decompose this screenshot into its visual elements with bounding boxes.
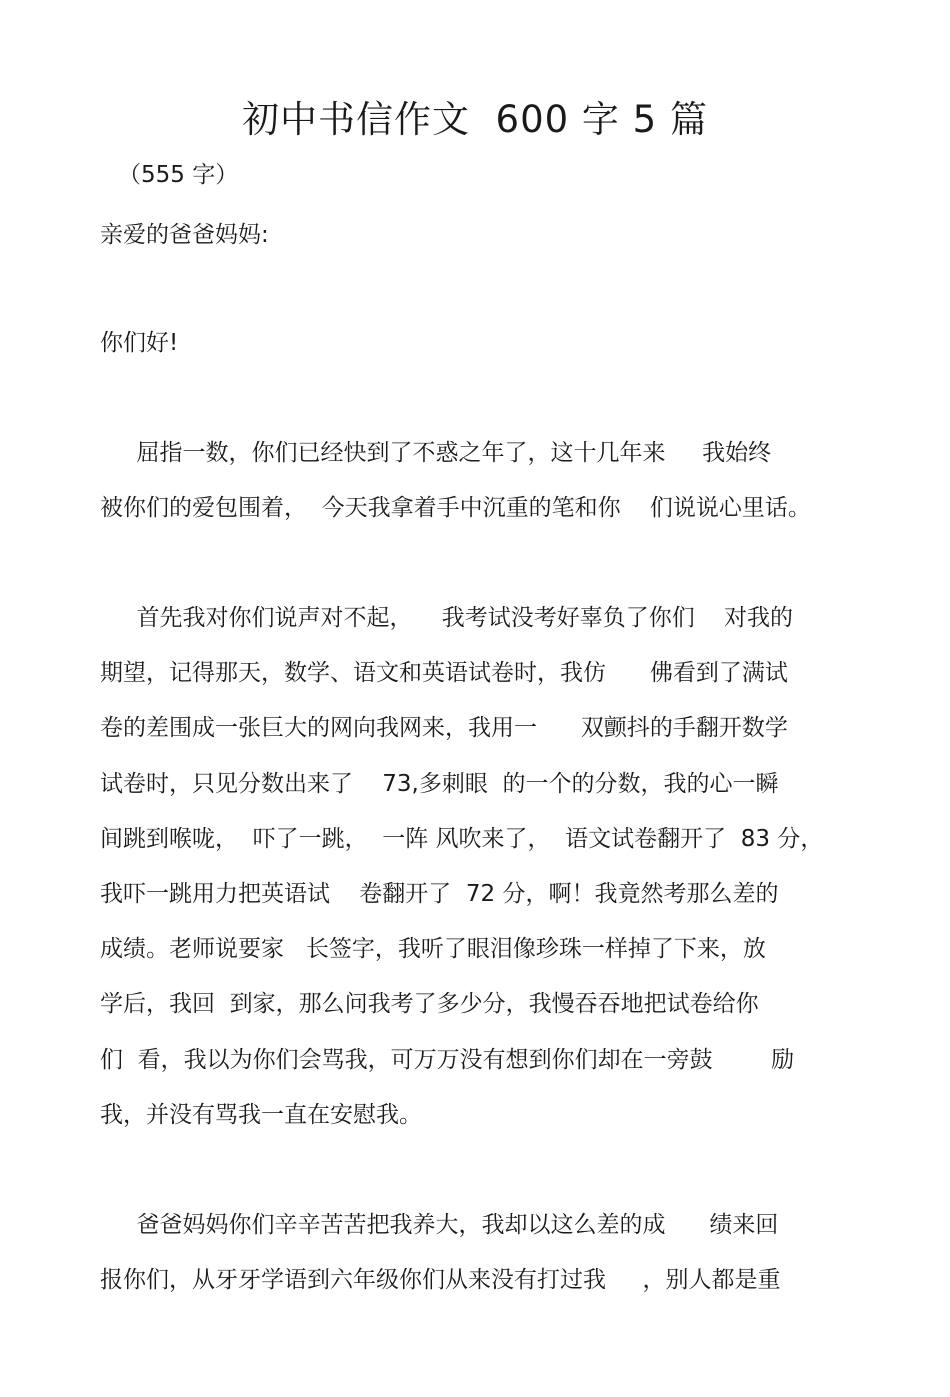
paragraph-line: 成绩。老师说要家 长签字，我听了眼泪像珍珠一样掉了下来，放 <box>100 936 766 962</box>
paragraph-line: 间跳到喉咙， 吓了一跳， 一阵 风吹来了， 语文试卷翻开了 83 分， <box>100 826 824 852</box>
paragraph-line: 我，并没有骂我一直在安慰我。 <box>100 1102 422 1128</box>
paragraph-line: 们 看，我以为你们会骂我，可万万没有想到你们却在一旁鼓 励 <box>100 1047 795 1073</box>
paragraph-line: 卷的差围成一张巨大的网向我网来，我用一 双颤抖的手翻开数学 <box>100 715 788 741</box>
paragraph-line: 期望，记得那天，数学、语文和英语试卷时，我仿 佛看到了满试 <box>100 660 788 686</box>
word-count: （555 字） <box>118 162 239 188</box>
paragraph-line: 学后，我回 到家，那么问我考了多少分，我慢吞吞地把试卷给你 <box>100 991 759 1017</box>
greeting: 你们好! <box>100 330 179 356</box>
paragraph-line: 屈指一数，你们已经快到了不惑之年了，这十几年来 我始终 <box>100 440 772 466</box>
paragraph-line: 报你们，从牙牙学语到六年级你们从来没有打过我 ，别人都是重 <box>100 1267 781 1293</box>
paragraph-line: 爸爸妈妈你们辛辛苦苦把我养大，我却以这么差的成 绩来回 <box>100 1212 779 1238</box>
paragraph-line: 我吓一跳用力把英语试 卷翻开了 72 分，啊！我竟然考那么差的 <box>100 881 779 907</box>
paragraph-line: 试卷时，只见分数出来了 73,多刺眼 的一个的分数，我的心一瞬 <box>100 771 779 797</box>
paragraph-line: 被你们的爱包围着， 今天我拿着手中沉重的笔和你 们说说心里话。 <box>100 495 811 521</box>
salutation: 亲爱的爸爸妈妈: <box>100 222 269 248</box>
paragraph-line: 首先我对你们说声对不起， 我考试没考好辜负了你们 对我的 <box>100 605 794 631</box>
document-title: 初中书信作文 600 字 5 篇 <box>242 98 708 141</box>
